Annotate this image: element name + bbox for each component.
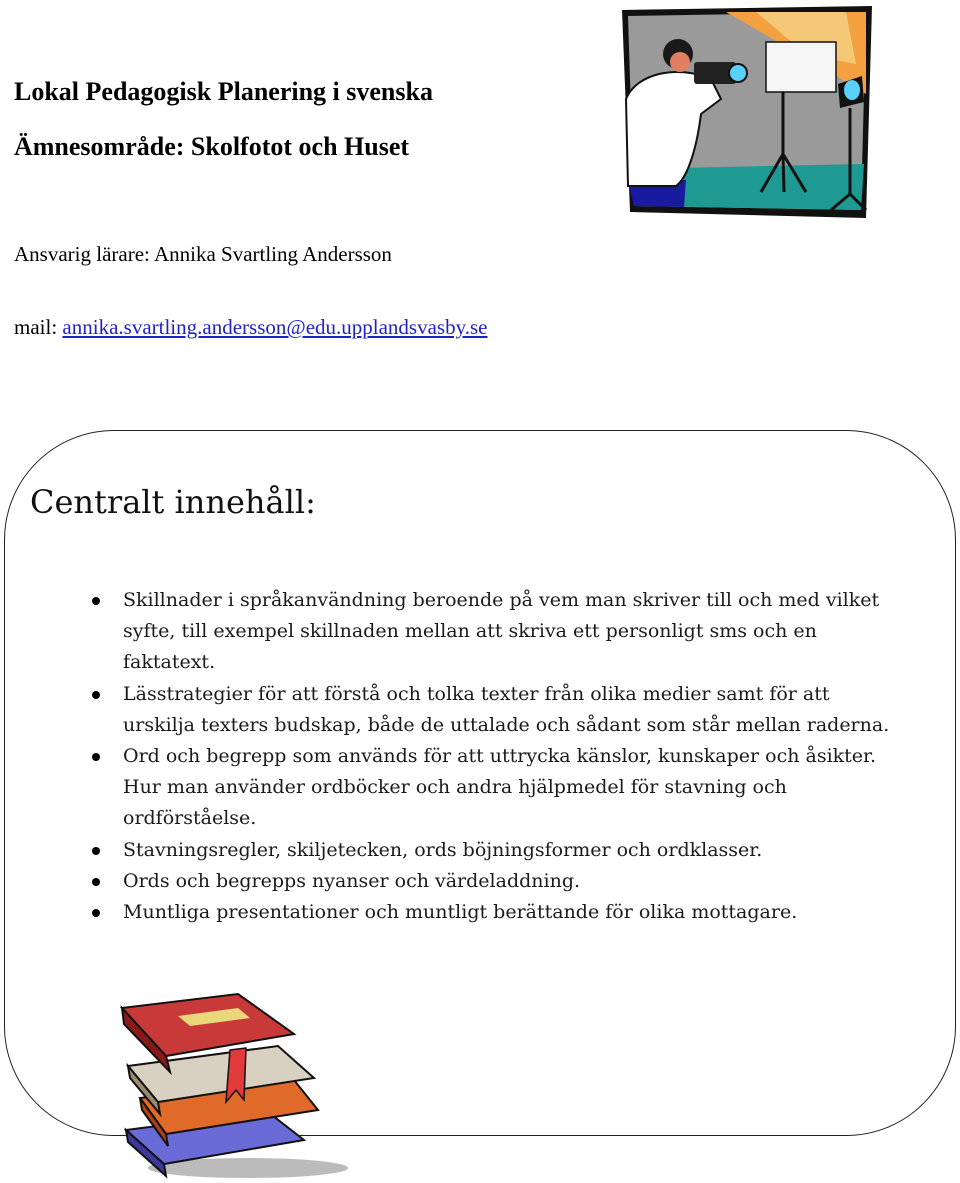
content-list-item: Stavningsregler, skiljetecken, ords böjningsformer och ordklasser. [123, 835, 903, 866]
content-list-item: Ord och begrepp som används för att uttrycka känslor, kunskaper och åsikter. [123, 741, 903, 772]
central-content-heading: Centralt innehåll: [30, 483, 316, 521]
central-content-list [123, 585, 903, 928]
content-list-item: Hur man använder ordböcker och andra hjälpmedel för stavning och ordförståelse. [123, 776, 787, 830]
teacher-line: Ansvarig lärare: Annika Svartling Andersson [14, 242, 392, 266]
subject-area: Ämnesområde: Skolfotot och Huset [14, 132, 410, 161]
content-list-item: Muntliga presentationer och muntligt berättande för olika mottagare. [123, 897, 903, 928]
mail-line [14, 315, 487, 340]
mail-label: mail: [14, 315, 63, 339]
photographer-clipart [616, 4, 878, 222]
mail-link[interactable]: annika.svartling.andersson@edu.upplandsvasby.se [62, 315, 488, 339]
content-list-item: Ords och begrepps nyanser och värdeladdning. [123, 866, 903, 897]
document-title: Lokal Pedagogisk Planering i svenska [14, 77, 433, 106]
content-list-item: Skillnader i språkanvändning beroende på vem man skriver till och med vilket syfte, till exempel skillnaden mellan att skriva ett personligt sms och en faktatext. [123, 585, 903, 679]
book-stack-clipart [118, 990, 350, 1180]
content-list-item: Lässtrategier för att förstå och tolka texter från olika medier samt för att urskilja texters budskap, både de uttalade och sådant som står mellan raderna. [123, 679, 903, 741]
